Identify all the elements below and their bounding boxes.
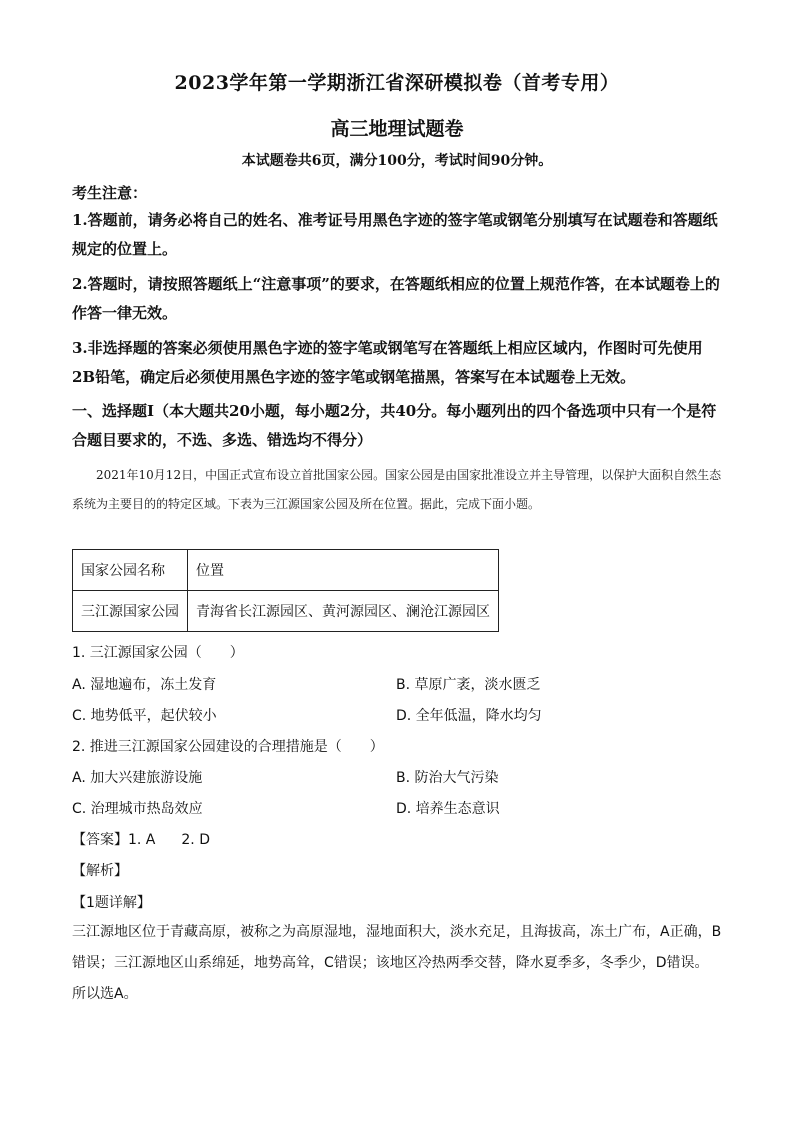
table-header-row bbox=[73, 550, 499, 591]
notice-heading: 考生注意： bbox=[72, 184, 148, 202]
park-table bbox=[72, 549, 499, 632]
section-heading: 一、选择题Ⅰ（本大题共20小题，每小题2分，共40分。每小题列出的四个备选项中只有一个是符合题目要求的，不选、多选、错选均不得分） bbox=[72, 402, 717, 449]
question-2-option-d: D. 培养生态意识 bbox=[396, 801, 500, 817]
table-cell-location: 青海省长江源园区、黄河源园区、澜沧江源园区 bbox=[188, 591, 499, 632]
notice-item-2: 2.答题时，请按照答题纸上“注意事项”的要求，在答题纸相应的位置上规范作答，在本试题卷上的作答一律无效。 bbox=[72, 275, 720, 322]
table-header-location: 位置 bbox=[188, 550, 499, 591]
answer-line bbox=[72, 829, 210, 849]
question-1-option-d: D. 全年低温，降水均匀 bbox=[396, 708, 542, 724]
question-2-option-a: A. 加大兴建旅游设施 bbox=[72, 770, 203, 786]
exam-meta: 本试题卷共6页，满分100分，考试时间90分钟。 bbox=[241, 153, 553, 169]
exam-title: 2023学年第一学期浙江省深研模拟卷（首考专用） bbox=[174, 72, 620, 94]
detail-text: 三江源地区位于青藏高原，被称之为高原湿地，湿地面积大，淡水充足，且海拔高，冻土广布，A正确，B错误；三江源地区山系绵延，地势高耸，C错误；该地区冷热两季交替，降水夏季多，冬季少，D错误。所以选A。 bbox=[72, 924, 722, 1002]
answer-label: 【答案】 bbox=[72, 832, 128, 848]
notice-item-3: 3.非选择题的答案必须使用黑色字迹的签字笔或钢笔写在答题纸上相应区域内，作图时可先使用2B铅笔，确定后必须使用黑色字迹的签字笔或钢笔描黑，答案写在本试题卷上无效。 bbox=[72, 339, 703, 386]
answer-1: 1. A bbox=[128, 832, 156, 848]
exam-subtitle: 高三地理试题卷 bbox=[330, 118, 464, 140]
analysis-label: 【解析】 bbox=[72, 863, 128, 879]
answer-2: 2. D bbox=[181, 832, 210, 848]
question-2-option-b: B. 防治大气污染 bbox=[396, 770, 499, 786]
question-1-option-c: C. 地势低平，起伏较小 bbox=[72, 708, 217, 724]
table-header-name: 国家公园名称 bbox=[73, 550, 188, 591]
question-2-option-c: C. 治理城市热岛效应 bbox=[72, 801, 203, 817]
question-1-stem: 1. 三江源国家公园（ ） bbox=[72, 645, 244, 661]
table-cell-name: 三江源国家公园 bbox=[73, 591, 188, 632]
table-row bbox=[73, 591, 499, 632]
question-1-option-b: B. 草原广袤，淡水匮乏 bbox=[396, 677, 541, 693]
detail-heading: 【1题详解】 bbox=[72, 895, 151, 911]
question-1-option-a: A. 湿地遍布，冻土发育 bbox=[72, 677, 217, 693]
question-2-stem: 2. 推进三江源国家公园建设的合理措施是（ ） bbox=[72, 739, 384, 755]
notice-item-1: 1.答题前，请务必将自己的姓名、准考证号用黑色字迹的签字笔或钢笔分别填写在试题卷和答题纸规定的位置上。 bbox=[72, 211, 718, 258]
question-intro: 2021年10月12日，中国正式宣布设立首批国家公园。国家公园是由国家批准设立并主导管理，以保护大面积自然生态系统为主要目的的特定区域。下表为三江源国家公园及所在位置。据此，完成下面小题。 bbox=[72, 468, 722, 511]
